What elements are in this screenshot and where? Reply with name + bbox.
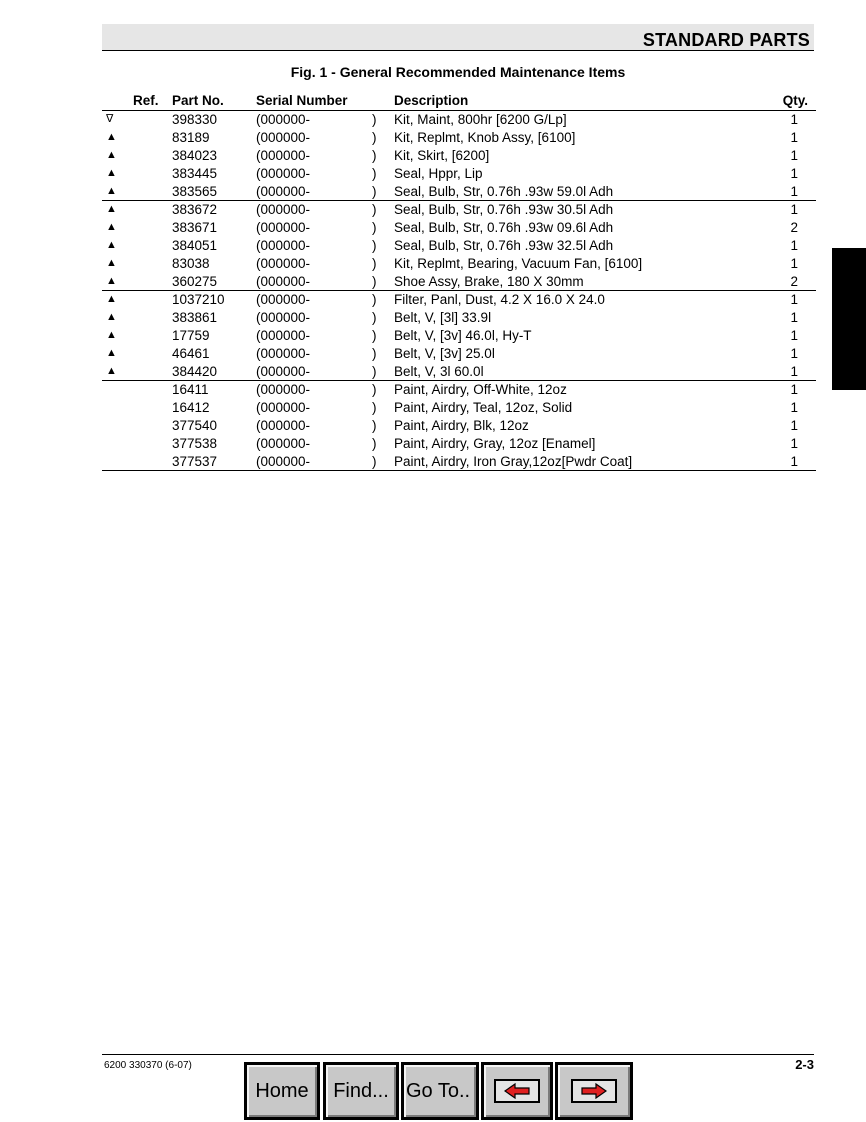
- col-ref: Ref.: [133, 93, 159, 108]
- quantity: 1: [790, 364, 798, 379]
- serial-close-paren: ): [372, 220, 377, 235]
- ref-marker: ▲: [106, 365, 117, 377]
- table-row: [102, 327, 816, 345]
- table-row: [102, 237, 816, 255]
- table-row: [102, 147, 816, 165]
- col-description: Description: [394, 93, 469, 108]
- serial-number: (000000-: [256, 400, 311, 415]
- table-row: [102, 273, 816, 291]
- table-row: [102, 165, 816, 183]
- table-header: [102, 92, 816, 111]
- arrow-right-icon: [571, 1079, 617, 1103]
- quantity: 1: [790, 328, 798, 343]
- header-bar: [102, 24, 814, 51]
- serial-close-paren: ): [372, 418, 377, 433]
- description: Belt, V, 3l 60.0l: [394, 364, 484, 379]
- description: Seal, Bulb, Str, 0.76h .93w 30.5l Adh: [394, 202, 614, 217]
- serial-number: (000000-: [256, 220, 311, 235]
- figure-title: Fig. 1 - General Recommended Maintenance Items: [290, 64, 626, 80]
- serial-number: (000000-: [256, 184, 311, 199]
- part-number: 384420: [172, 364, 218, 379]
- serial-number: (000000-: [256, 364, 311, 379]
- description: Kit, Replmt, Knob Assy, [6100]: [394, 130, 576, 145]
- serial-close-paren: ): [372, 130, 377, 145]
- serial-number: (000000-: [256, 382, 311, 397]
- quantity: 1: [790, 148, 798, 163]
- serial-number: (000000-: [256, 238, 311, 253]
- serial-close-paren: ): [372, 166, 377, 181]
- arrow-left-icon: [494, 1079, 540, 1103]
- part-number: 1037210: [172, 292, 225, 307]
- quantity: 1: [790, 346, 798, 361]
- ref-marker: ▲: [106, 257, 117, 269]
- part-number: 383861: [172, 310, 218, 325]
- description: Paint, Airdry, Teal, 12oz, Solid: [394, 400, 573, 415]
- part-number: 46461: [172, 346, 210, 361]
- serial-number: (000000-: [256, 148, 311, 163]
- part-number: 398330: [172, 112, 218, 127]
- table-row: [102, 345, 816, 363]
- description: Seal, Bulb, Str, 0.76h .93w 09.6l Adh: [394, 220, 614, 235]
- ref-marker: ▲: [106, 203, 117, 215]
- home-button[interactable]: Home: [244, 1062, 320, 1120]
- quantity: 1: [790, 202, 798, 217]
- quantity: 2: [790, 220, 798, 235]
- part-number: 383671: [172, 220, 218, 235]
- table-row: [102, 291, 816, 309]
- quantity: 1: [790, 256, 798, 271]
- quantity: 1: [790, 382, 798, 397]
- table-row: [102, 219, 816, 237]
- serial-close-paren: ): [372, 148, 377, 163]
- quantity: 1: [790, 166, 798, 181]
- table-row: [102, 435, 816, 453]
- part-number: 16411: [172, 382, 209, 397]
- col-qty: Qty.: [782, 93, 808, 108]
- col-part-no: Part No.: [172, 93, 224, 108]
- serial-number: (000000-: [256, 202, 311, 217]
- serial-number: (000000-: [256, 112, 311, 127]
- serial-number: (000000-: [256, 292, 311, 307]
- ref-marker: ▲: [106, 329, 117, 341]
- table-row: [102, 255, 816, 273]
- serial-close-paren: ): [372, 256, 377, 271]
- document-id: 6200 330370 (6-07): [104, 1060, 192, 1071]
- part-number: 383672: [172, 202, 218, 217]
- part-number: 377538: [172, 436, 218, 451]
- serial-number: (000000-: [256, 256, 311, 271]
- table-row: [102, 129, 816, 147]
- serial-close-paren: ): [372, 400, 377, 415]
- parts-table: [102, 111, 816, 471]
- table-row: [102, 399, 816, 417]
- page-title: STANDARD PARTS: [642, 30, 810, 50]
- quantity: 1: [790, 238, 798, 253]
- serial-close-paren: ): [372, 346, 377, 361]
- description: Paint, Airdry, Iron Gray,12oz[Pwdr Coat]: [394, 454, 633, 469]
- col-serial-number: Serial Number: [256, 93, 348, 108]
- part-number: 384051: [172, 238, 218, 253]
- quantity: 1: [790, 112, 798, 127]
- quantity: 1: [790, 130, 798, 145]
- quantity: 1: [790, 436, 798, 451]
- description: Belt, V, [3l] 33.9l: [394, 310, 492, 325]
- ref-marker: ▲: [106, 347, 117, 359]
- serial-close-paren: ): [372, 184, 377, 199]
- serial-close-paren: ): [372, 328, 377, 343]
- serial-close-paren: ): [372, 436, 377, 451]
- description: Paint, Airdry, Gray, 12oz [Enamel]: [394, 436, 596, 451]
- serial-number: (000000-: [256, 454, 311, 469]
- part-number: 377537: [172, 454, 218, 469]
- serial-close-paren: ): [372, 274, 377, 289]
- ref-marker: ▲: [106, 311, 117, 323]
- table-row: [102, 453, 816, 471]
- description: Kit, Skirt, [6200]: [394, 148, 490, 163]
- description: Paint, Airdry, Blk, 12oz: [394, 418, 529, 433]
- ref-marker: ▲: [106, 167, 117, 179]
- description: Kit, Replmt, Bearing, Vacuum Fan, [6100]: [394, 256, 643, 271]
- serial-number: (000000-: [256, 166, 311, 181]
- table-row: [102, 111, 816, 129]
- serial-close-paren: ): [372, 310, 377, 325]
- serial-close-paren: ): [372, 382, 377, 397]
- ref-marker: ▲: [106, 131, 117, 143]
- description: Belt, V, [3v] 25.0l: [394, 346, 495, 361]
- table-row: [102, 309, 816, 327]
- find-button[interactable]: Find...: [323, 1062, 399, 1120]
- serial-number: (000000-: [256, 418, 311, 433]
- ref-marker: ▲: [106, 149, 117, 161]
- quantity: 1: [790, 184, 798, 199]
- table-row: [102, 417, 816, 435]
- ref-marker: ▲: [106, 293, 117, 305]
- serial-close-paren: ): [372, 238, 377, 253]
- goto-button[interactable]: Go To..: [401, 1062, 479, 1120]
- table-row: [102, 183, 816, 201]
- part-number: 360275: [172, 274, 218, 289]
- part-number: 83038: [172, 256, 210, 271]
- serial-number: (000000-: [256, 328, 311, 343]
- quantity: 1: [790, 310, 798, 325]
- ref-marker: ∇: [106, 113, 114, 125]
- serial-number: (000000-: [256, 436, 311, 451]
- ref-marker: ▲: [106, 239, 117, 251]
- ref-marker: ▲: [106, 185, 117, 197]
- next-page-button[interactable]: [555, 1062, 633, 1120]
- serial-close-paren: ): [372, 454, 377, 469]
- part-number: 384023: [172, 148, 218, 163]
- previous-page-button[interactable]: [481, 1062, 553, 1120]
- table-row: [102, 201, 816, 219]
- part-number: 17759: [172, 328, 210, 343]
- part-number: 377540: [172, 418, 218, 433]
- part-number: 83189: [172, 130, 210, 145]
- description: Seal, Bulb, Str, 0.76h .93w 32.5l Adh: [394, 238, 614, 253]
- ref-marker: ▲: [106, 275, 117, 287]
- serial-close-paren: ): [372, 112, 377, 127]
- description: Shoe Assy, Brake, 180 X 30mm: [394, 274, 584, 289]
- description: Paint, Airdry, Off-White, 12oz: [394, 382, 567, 397]
- quantity: 1: [790, 454, 798, 469]
- serial-number: (000000-: [256, 274, 311, 289]
- description: Seal, Bulb, Str, 0.76h .93w 59.0l Adh: [394, 184, 614, 199]
- quantity: 1: [790, 418, 798, 433]
- part-number: 383565: [172, 184, 218, 199]
- serial-close-paren: ): [372, 292, 377, 307]
- description: Belt, V, [3v] 46.0l, Hy-T: [394, 328, 532, 343]
- quantity: 1: [790, 400, 798, 415]
- serial-number: (000000-: [256, 310, 311, 325]
- description: Kit, Maint, 800hr [6200 G/Lp]: [394, 112, 567, 127]
- part-number: 16412: [172, 400, 210, 415]
- part-number: 383445: [172, 166, 218, 181]
- serial-number: (000000-: [256, 130, 311, 145]
- serial-close-paren: ): [372, 364, 377, 379]
- section-tab-marker: [832, 248, 866, 390]
- ref-marker: ▲: [106, 221, 117, 233]
- page-number: 2-3: [795, 1057, 814, 1072]
- description: Seal, Hppr, Lip: [394, 166, 483, 181]
- quantity: 2: [790, 274, 798, 289]
- serial-close-paren: ): [372, 202, 377, 217]
- quantity: 1: [790, 292, 798, 307]
- footer-divider: [102, 1054, 814, 1055]
- serial-number: (000000-: [256, 346, 311, 361]
- description: Filter, Panl, Dust, 4.2 X 16.0 X 24.0: [394, 292, 605, 307]
- table-row: [102, 363, 816, 381]
- table-row: [102, 381, 816, 399]
